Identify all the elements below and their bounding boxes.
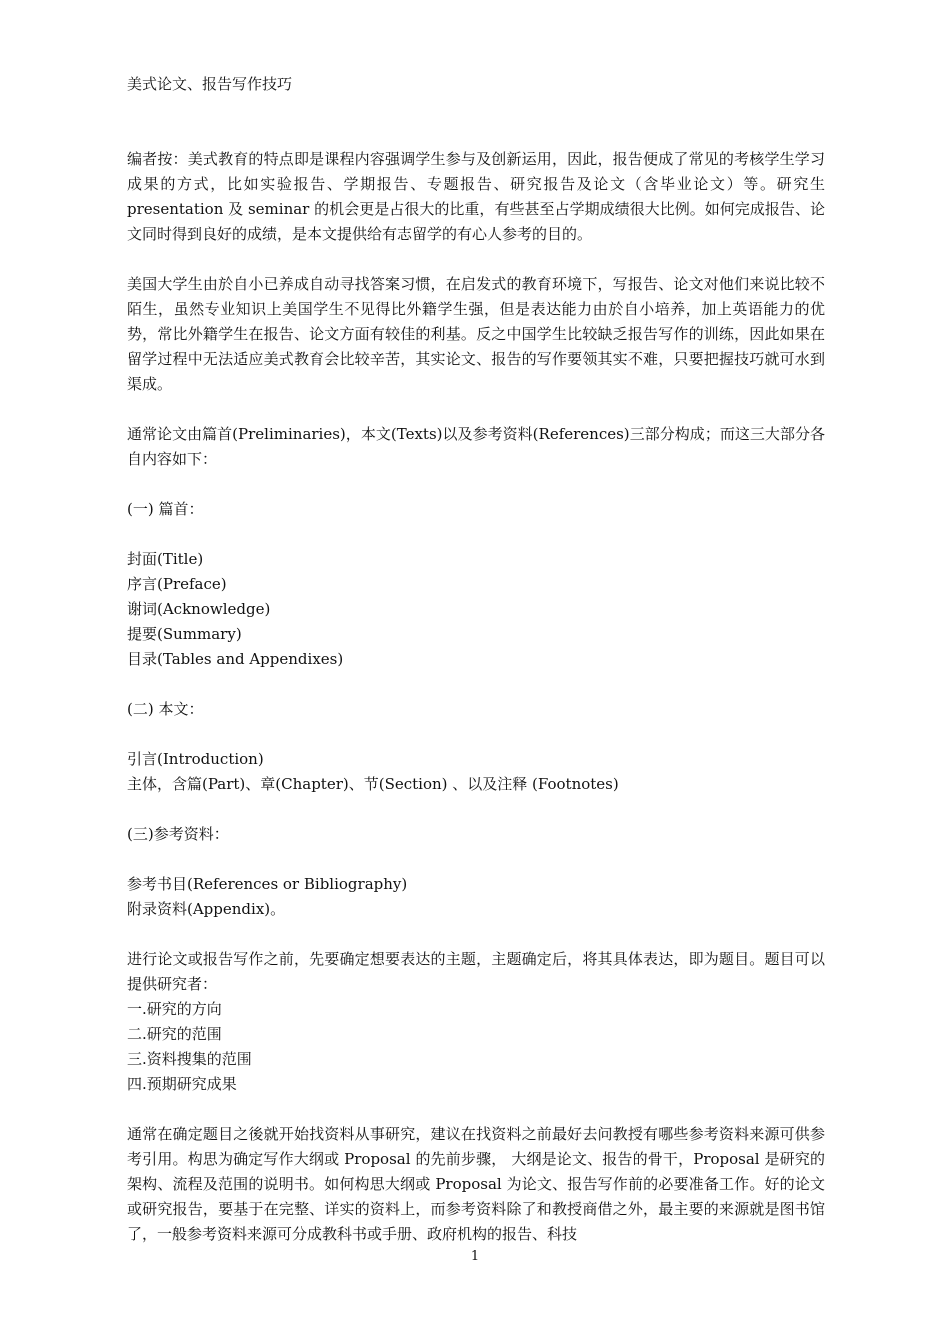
list-item: 目录(Tables and Appendixes) xyxy=(127,650,344,668)
references-list xyxy=(127,872,825,922)
research-paragraph: 通常在确定题目之後就开始找资料从事研究，建议在找资料之前最好去问教授有哪些参考资料来源可供参考引用。构思为确定写作大纲或 Proposal 的先前步骤， 大纲是论文、报告的骨干，Proposal 是研究的架构、流程及范围的说明书。如何构思大纲或 Proposal 为论文、报告写作前的必要准备工作。好的论文或研究报告，要基于在完整、详实的资料上，而参考资料除了和教授商借之外，最主要的来源就是图书馆了，一般参考资料来源可分成教科书或手册、政府机构的报告、科技 xyxy=(127,1125,825,1243)
intro-paragraph: 编者按：美式教育的特点即是课程内容强调学生参与及创新运用，因此，报告便成了常见的考核学生学习成果的方式，比如实验报告、学期报告、专题报告、研究报告及论文（含毕业论文）等。研究生 presentation 及 seminar 的机会更是占很大的比重，有些甚至占学期成绩很大比例。如何完成报告、论文同时得到良好的成绩，是本文提供给有志留学的有心人参考的目的。 xyxy=(127,150,825,243)
list-item: 封面(Title) xyxy=(127,550,204,568)
list-item: 一.研究的方向 xyxy=(127,1000,222,1018)
document-body xyxy=(127,72,825,1247)
list-item: 二.研究的范围 xyxy=(127,1025,222,1043)
document-title: 美式论文、报告写作技巧 xyxy=(127,75,293,93)
list-item: 提要(Summary) xyxy=(127,625,242,643)
section-heading-references: (三)参考资料： xyxy=(127,825,229,843)
list-item: 序言(Preface) xyxy=(127,575,227,593)
list-item: 四.预期研究成果 xyxy=(127,1075,237,1093)
preliminaries-list xyxy=(127,547,825,672)
section-heading-preliminaries: (一) 篇首： xyxy=(127,500,204,518)
texts-list xyxy=(127,747,825,797)
structure-paragraph: 通常论文由篇首(Preliminaries)，本文(Texts)以及参考资料(References)三部分构成；而这三大部分各自内容如下： xyxy=(127,425,825,468)
section-heading-texts: (二) 本文： xyxy=(127,700,204,718)
list-item: 主体，含篇(Part)、章(Chapter)、节(Section) 、以及注释 (Footnotes) xyxy=(127,775,619,793)
topic-paragraph: 进行论文或报告写作之前，先要确定想要表达的主题，主题确定后，将其具体表达，即为题目。题目可以提供研究者： xyxy=(127,950,825,993)
students-paragraph: 美国大学生由於自小已养成自动寻找答案习惯，在启发式的教育环境下，写报告、论文对他们来说比较不陌生，虽然专业知识上美国学生不见得比外籍学生强，但是表达能力由於自小培养，加上英语能力的优势，常比外籍学生在报告、论文方面有较佳的利基。反之中国学生比较缺乏报告写作的训练，因此如果在留学过程中无法适应美式教育会比较辛苦，其实论文、报告的写作要领其实不难，只要把握技巧就可水到渠成。 xyxy=(127,275,825,393)
list-item: 谢词(Acknowledge) xyxy=(127,600,271,618)
list-item: 引言(Introduction) xyxy=(127,750,264,768)
list-item: 附录资料(Appendix)。 xyxy=(127,900,286,918)
list-item: 参考书目(References or Bibliography) xyxy=(127,875,408,893)
topic-block xyxy=(127,947,825,1097)
list-item: 三.资料搜集的范围 xyxy=(127,1050,252,1068)
page-number: 1 xyxy=(470,1249,480,1264)
